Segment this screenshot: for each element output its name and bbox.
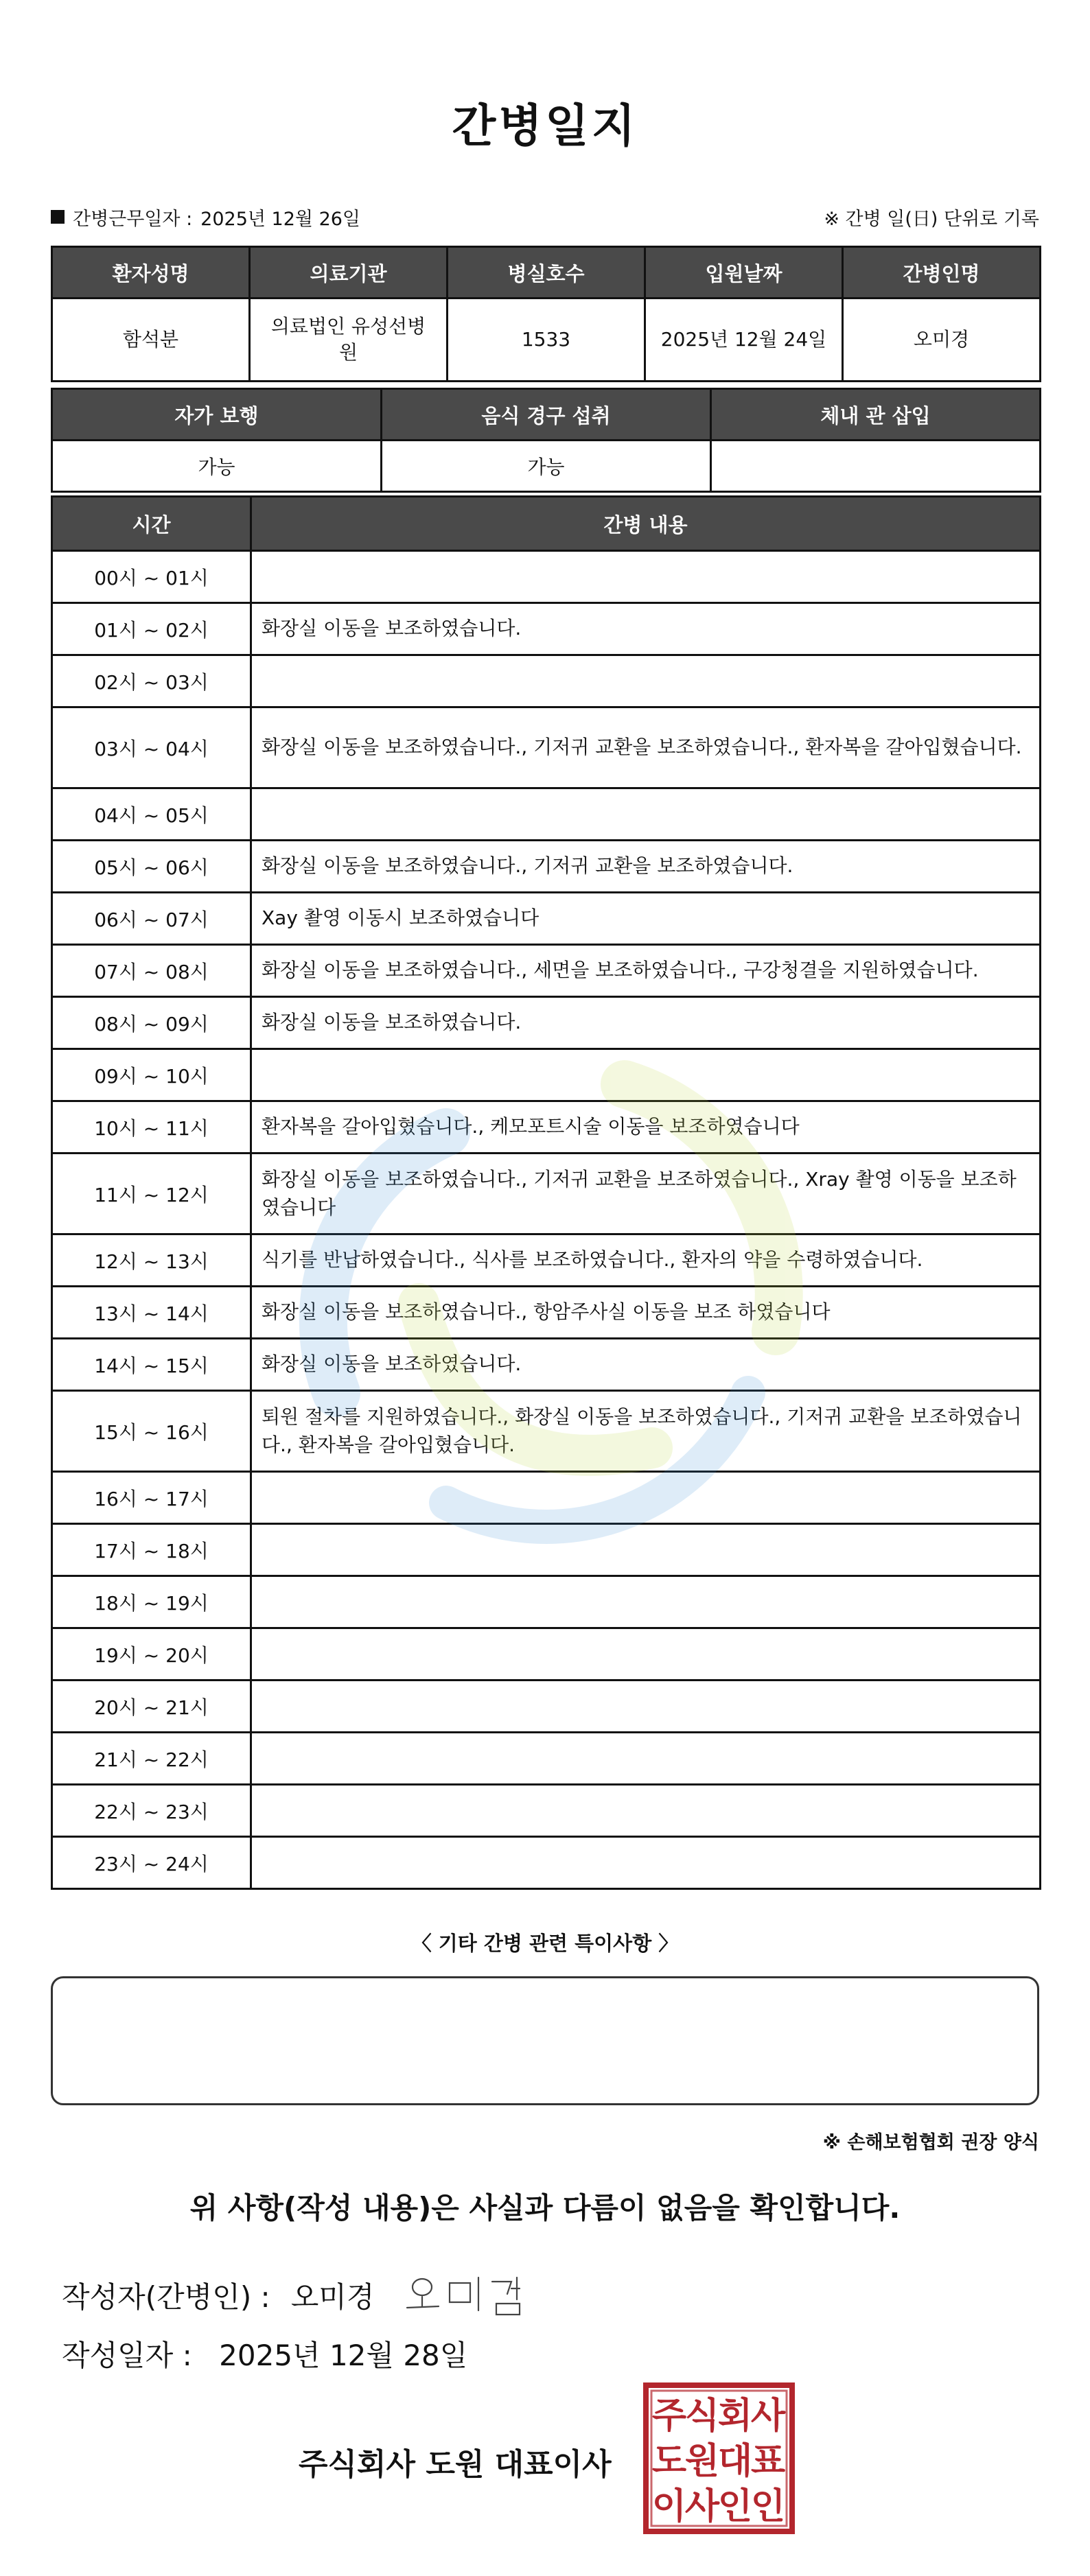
room-number: 1533 — [448, 298, 645, 382]
seal-character: 표 — [750, 2441, 786, 2482]
table-row — [52, 1101, 1041, 1154]
table-row — [52, 1234, 1041, 1287]
writer-name: 오미경 — [290, 2280, 375, 2314]
seal-character: 인 — [750, 2486, 786, 2527]
care-date-value: 2025년 12월 26일 — [200, 208, 361, 230]
care-content — [251, 1785, 1041, 1837]
seal-character: 대 — [717, 2441, 753, 2482]
seal-character: 식 — [684, 2396, 720, 2437]
time-slot: 18시 ~ 19시 — [52, 1576, 251, 1628]
table-row — [52, 1287, 1041, 1339]
oral-intake-status: 가능 — [382, 441, 711, 492]
table-row — [52, 1472, 1041, 1524]
table-row — [52, 1391, 1041, 1472]
meta-row — [51, 203, 1039, 231]
patient-info-table — [51, 246, 1041, 382]
time-slot: 05시 ~ 06시 — [52, 841, 251, 893]
table-row — [52, 1049, 1041, 1101]
header-admission-date: 입원날짜 — [645, 247, 843, 298]
table-row — [52, 841, 1041, 893]
care-log-table — [51, 495, 1041, 1890]
table-row — [52, 997, 1041, 1049]
writer-row — [62, 2268, 539, 2323]
care-date-label: 간병근무일자 : — [73, 208, 193, 230]
hospital-name-text: 의료법인 유성선병원 — [270, 315, 426, 364]
time-slot: 17시 ~ 18시 — [52, 1524, 251, 1576]
table-row — [52, 1628, 1041, 1681]
time-slot: 22시 ~ 23시 — [52, 1785, 251, 1837]
written-date-row — [62, 2333, 467, 2374]
table-row — [52, 1576, 1041, 1628]
header-hospital: 의료기관 — [250, 247, 448, 298]
company-name: 주식회사 도원 대표이사 — [299, 2447, 612, 2482]
care-content: 화장실 이동을 보조하였습니다. — [251, 603, 1041, 655]
company-seal-stamp — [642, 2381, 796, 2536]
table-row — [52, 1733, 1041, 1785]
admission-date: 2025년 12월 24일 — [645, 298, 843, 382]
care-content — [251, 1576, 1041, 1628]
seal-character: 도 — [651, 2441, 687, 2482]
hospital-name — [250, 298, 448, 382]
header-tube-insertion: 체내 관 삽입 — [711, 389, 1041, 441]
seal-character: 사 — [750, 2396, 786, 2437]
care-content — [251, 1524, 1041, 1576]
care-content — [251, 788, 1041, 841]
care-content — [251, 1837, 1041, 1889]
time-slot: 03시 ~ 04시 — [52, 707, 251, 788]
seal-character: 회 — [717, 2396, 753, 2437]
time-slot: 23시 ~ 24시 — [52, 1837, 251, 1889]
table-row — [52, 945, 1041, 997]
time-slot: 11시 ~ 12시 — [52, 1154, 251, 1234]
header-oral-intake: 음식 경구 섭취 — [382, 389, 711, 441]
caregiver-name: 오미경 — [843, 298, 1041, 382]
seal-character: 인 — [717, 2486, 753, 2527]
patient-status-table — [51, 388, 1041, 493]
time-slot: 14시 ~ 15시 — [52, 1339, 251, 1391]
care-log-body — [52, 551, 1041, 1889]
time-slot: 00시 ~ 01시 — [52, 551, 251, 603]
table-row — [52, 707, 1041, 788]
header-patient-name: 환자성명 — [52, 247, 250, 298]
square-bullet-icon — [51, 210, 65, 224]
table-row — [52, 1837, 1041, 1889]
care-content — [251, 655, 1041, 707]
walking-status: 가능 — [52, 441, 382, 492]
time-slot: 15시 ~ 16시 — [52, 1391, 251, 1472]
care-content — [251, 1472, 1041, 1524]
confirmation-statement: 위 사항(작성 내용)은 사실과 다름이 없음을 확인합니다. — [189, 2191, 901, 2225]
time-slot: 20시 ~ 21시 — [52, 1681, 251, 1733]
time-slot: 04시 ~ 05시 — [52, 788, 251, 841]
written-date-value: 2025년 12월 28일 — [219, 2339, 468, 2372]
header-care-content: 간병 내용 — [251, 497, 1041, 551]
table-row — [52, 788, 1041, 841]
unit-note: ※ 간병 일(日) 단위로 기록 — [824, 208, 1039, 230]
table-row — [52, 1524, 1041, 1576]
care-content: 화장실 이동을 보조하였습니다., 기저귀 교환을 보조하였습니다., Xray 촬영 이동을 보조하였습니다 — [251, 1154, 1041, 1234]
care-content — [251, 1681, 1041, 1733]
seal-character: 원 — [684, 2441, 720, 2482]
time-slot: 02시 ~ 03시 — [52, 655, 251, 707]
care-content: 환자복을 갈아입혔습니다., 케모포트시술 이동을 보조하였습니다 — [251, 1101, 1041, 1154]
time-slot: 08시 ~ 09시 — [52, 997, 251, 1049]
care-content — [251, 551, 1041, 603]
care-content: 퇴원 절차를 지원하였습니다., 화장실 이동을 보조하였습니다., 기저귀 교환을 보조하였습니다., 환자복을 갈아입혔습니다. — [251, 1391, 1041, 1472]
time-slot: 09시 ~ 10시 — [52, 1049, 251, 1101]
care-content: 화장실 이동을 보조하였습니다. — [251, 1339, 1041, 1391]
care-content — [251, 1733, 1041, 1785]
table-row — [52, 1339, 1041, 1391]
table-row — [52, 551, 1041, 603]
time-slot: 07시 ~ 08시 — [52, 945, 251, 997]
time-slot: 19시 ~ 20시 — [52, 1628, 251, 1681]
care-content: 화장실 이동을 보조하였습니다., 기저귀 교환을 보조하였습니다. — [251, 841, 1041, 893]
document-title: 간병일지 — [452, 99, 638, 152]
care-content: 화장실 이동을 보조하였습니다., 기저귀 교환을 보조하였습니다., 환자복을 갈아입혔습니다. — [251, 707, 1041, 788]
time-slot: 01시 ~ 02시 — [52, 603, 251, 655]
care-content: 화장실 이동을 보조하였습니다. — [251, 997, 1041, 1049]
header-time: 시간 — [52, 497, 251, 551]
care-content — [251, 1628, 1041, 1681]
care-content: 화장실 이동을 보조하였습니다., 세면을 보조하였습니다., 구강청결을 지원하였습니다. — [251, 945, 1041, 997]
tube-insertion-status — [711, 441, 1041, 492]
care-content: 식기를 반납하였습니다., 식사를 보조하였습니다., 환자의 약을 수령하였습니다. — [251, 1234, 1041, 1287]
care-content — [251, 1049, 1041, 1101]
table-row — [52, 1785, 1041, 1837]
writer-label: 작성자(간병인) : — [62, 2280, 270, 2314]
recommendation-note: ※ 손해보험협회 권장 양식 — [822, 2132, 1039, 2153]
header-room: 병실호수 — [448, 247, 645, 298]
header-walking: 자가 보행 — [52, 389, 382, 441]
patient-name: 함석분 — [52, 298, 250, 382]
table-row — [52, 1154, 1041, 1234]
care-content: Xay 촬영 이동시 보조하였습니다 — [251, 893, 1041, 945]
remarks-title: 〈 기타 간병 관련 특이사항 〉 — [411, 1932, 679, 1955]
written-date-label: 작성일자 : — [62, 2339, 192, 2372]
remarks-box — [51, 1976, 1039, 2105]
care-content: 화장실 이동을 보조하였습니다., 항암주사실 이동을 보조 하였습니다 — [251, 1287, 1041, 1339]
handwritten-signature — [402, 2268, 539, 2323]
time-slot: 13시 ~ 14시 — [52, 1287, 251, 1339]
time-slot: 06시 ~ 07시 — [52, 893, 251, 945]
seal-character: 사 — [684, 2486, 720, 2527]
table-row — [52, 655, 1041, 707]
time-slot: 21시 ~ 22시 — [52, 1733, 251, 1785]
time-slot: 12시 ~ 13시 — [52, 1234, 251, 1287]
seal-character: 주 — [651, 2396, 687, 2437]
time-slot: 16시 ~ 17시 — [52, 1472, 251, 1524]
header-caregiver: 간병인명 — [843, 247, 1041, 298]
care-date — [51, 204, 360, 231]
table-row — [52, 1681, 1041, 1733]
seal-character: 이 — [651, 2486, 687, 2527]
table-row — [52, 603, 1041, 655]
time-slot: 10시 ~ 11시 — [52, 1101, 251, 1154]
table-row — [52, 893, 1041, 945]
